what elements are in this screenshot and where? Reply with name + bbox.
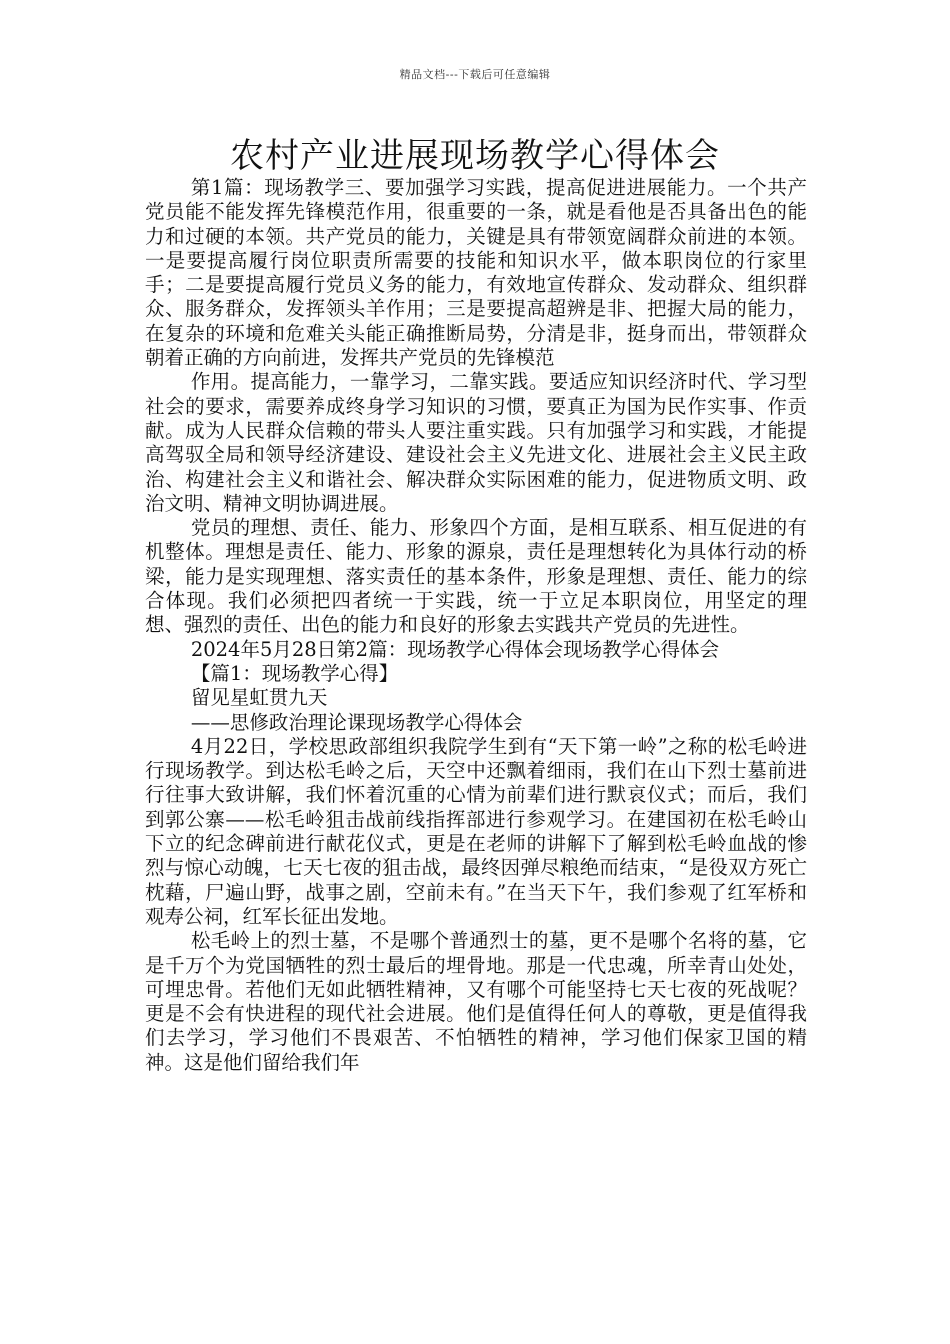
essay-title: 留见星虹贯九天 (190, 686, 328, 710)
header-note: 精品文档---下载后可任意编辑 (399, 68, 551, 81)
paragraph: 4月22日，学校思政部组织我院学生到有“天下第一岭”之称的松毛岭进行现场教学。到达松毛岭之后，天空中还飘着细雨，我们在山下烈士墓前进行往事大致讲解，我们怀着沉重的心情为前辈们进行默哀仪式；而后，我们到郭公寨——松毛岭狙击战前线指挥部进行参观学习。在建国初在松毛岭山下立的纪念碑前进行献花仪式，更是在老师的讲解下了解到松毛岭血战的惨烈与惊心动魄，七天七夜的狙击战，最终因弹尽粮绝而结束，“是役双方死亡枕藉，尸遍山野，战事之剧，空前未有。”在当天下午，我们参观了红军桥和观寿公祠，红军长征出发地。 (145, 734, 807, 928)
paragraph: 2024年5月28日第2篇：现场教学心得体会现场教学心得体会 (190, 637, 720, 661)
section-heading: 【篇1：现场教学心得】 (190, 661, 399, 685)
document-body (145, 176, 807, 1075)
essay-subtitle: ——思修政治理论课现场教学心得体会 (190, 710, 523, 734)
paragraph: 党员的理想、责任、能力、形象四个方面，是相互联系、相互促进的有机整体。理想是责任、能力、形象的源泉，责任是理想转化为具体行动的桥梁，能力是实现理想、落实责任的基本条件，形象是理想、责任、能力的综合体现。我们必须把四者统一于实践，统一于立足本职岗位，用坚定的理想、强烈的责任、出色的能力和良好的形象去实践共产党员的先进性。 (145, 516, 807, 637)
document-title: 农村产业进展现场教学心得体会 (230, 136, 720, 176)
paragraph: 松毛岭上的烈士墓，不是哪个普通烈士的墓，更不是哪个名将的墓，它是千万个为党国牺牲的烈士最后的埋骨地。那是一代忠魂，所幸青山处处，可埋忠骨。若他们无如此牺牲精神，又有哪个可能坚持七天七夜的死战呢？更是不会有快进程的现代社会进展。他们是值得任何人的尊敬，更是值得我们去学习，学习他们不畏艰苦、不怕牺牲的精神，学习他们保家卫国的精神。这是他们留给我们年 (145, 929, 807, 1074)
paragraph: 第1篇：现场教学三、要加强学习实践，提高促进进展能力。一个共产党员能不能发挥先锋模范作用，很重要的一条，就是看他是否具备出色的能力和过硬的本领。共产党员的能力，关键是具有带领宽阔群众前进的本领。一是要提高履行岗位职责所需要的技能和知识水平，做本职岗位的行家里手；二是要提高履行党员义务的能力，有效地宣传群众、发动群众、组织群众、服务群众，发挥领头羊作用；三是要提高超辨是非、把握大局的能力，在复杂的环境和危难关头能正确推断局势，分清是非，挺身而出，带领群众朝着正确的方向前进，发挥共产党员的先锋模范 (145, 176, 807, 370)
paragraph: 作用。提高能力，一靠学习，二靠实践。要适应知识经济时代、学习型社会的要求，需要养成终身学习知识的习惯，要真正为国为民作实事、作贡献。成为人民群众信赖的带头人要注重实践。只有加强学习和实践，才能提高驾驭全局和领导经济建设、建设社会主义先进文化、进展社会主义民主政治、构建社会主义和谐社会、解决群众实际困难的能力，促进物质文明、政治文明、精神文明协调进展。 (145, 370, 807, 515)
